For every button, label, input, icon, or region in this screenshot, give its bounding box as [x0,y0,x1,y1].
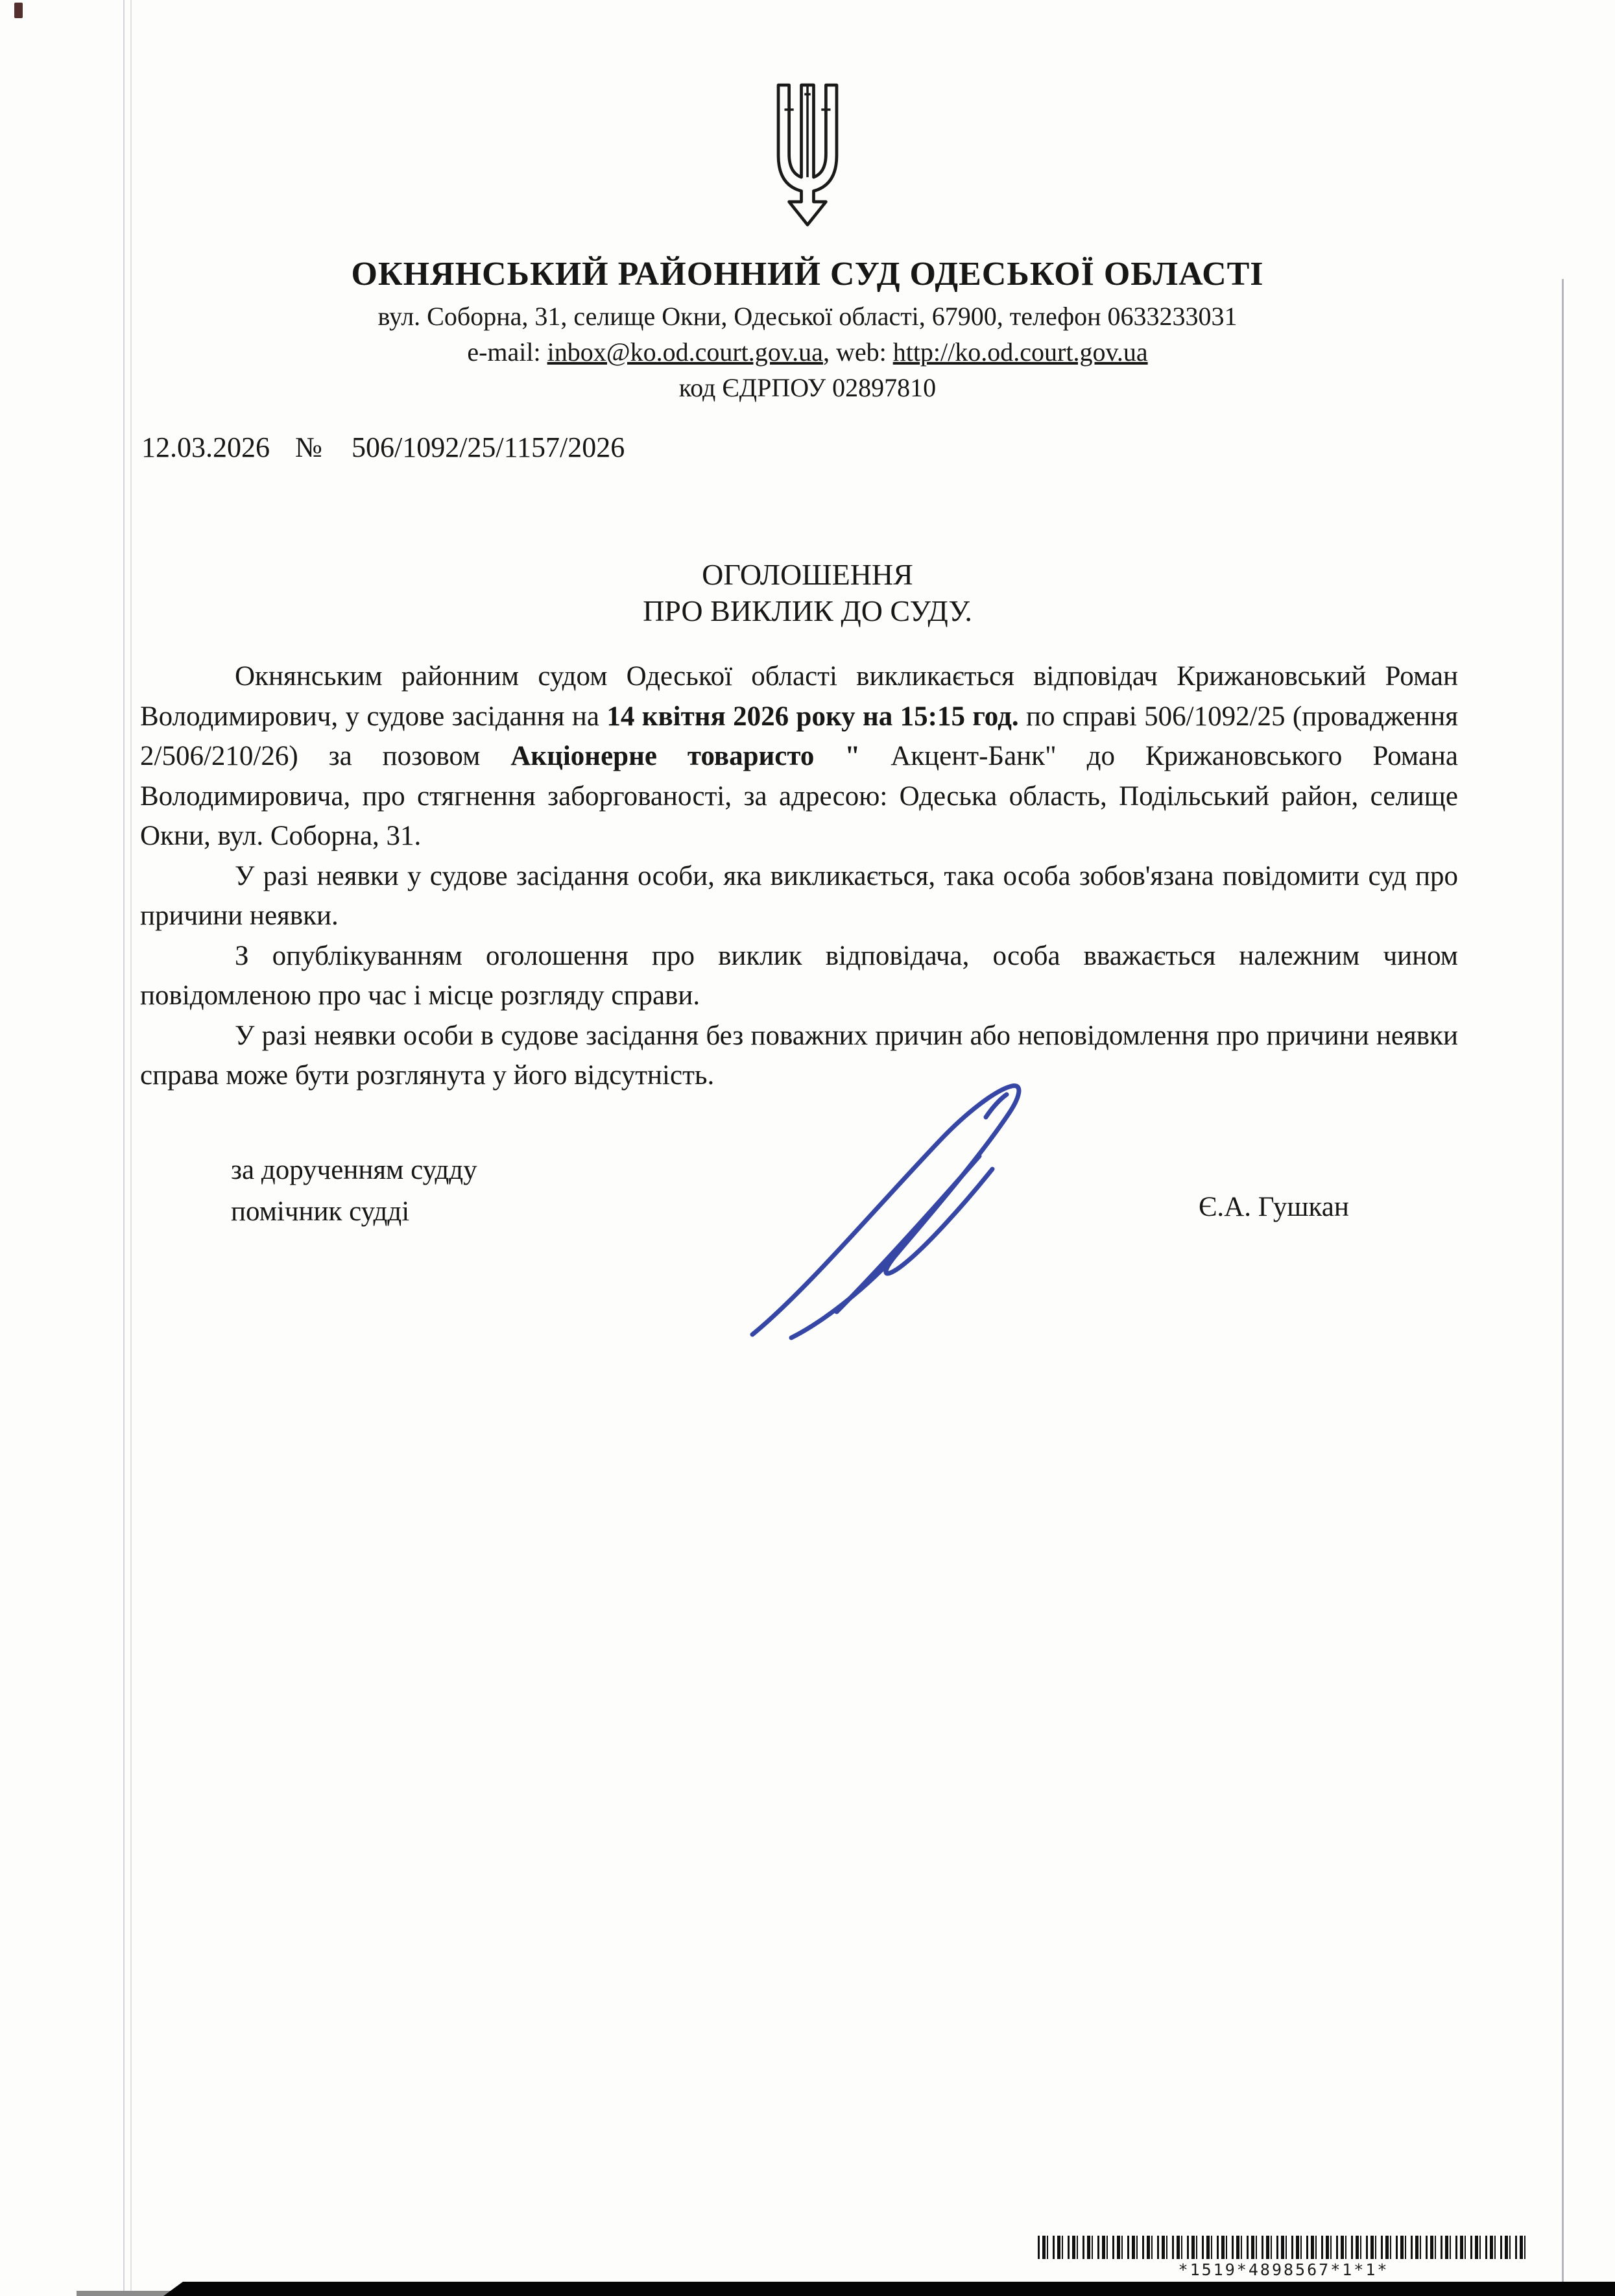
email-link: inbox@ko.od.court.gov.ua [547,337,823,367]
document-header [0,77,1615,403]
plaintiff-name: Акціонерне товаристо " [510,741,861,771]
number-sign: № [295,431,322,463]
document-body [140,657,1458,1096]
paragraph-summons [140,657,1458,856]
email-label: e-mail: [467,337,547,367]
court-contacts [0,337,1615,367]
hearing-datetime: 14 квітня 2026 року на 15:15 год. [606,701,1019,732]
title-line-1: ОГОЛОШЕННЯ [702,558,913,591]
scan-artifact-bottom-thin [77,2291,174,2296]
document-meta-line [141,431,625,464]
handwritten-signature [707,1078,1070,1351]
barcode-text: *1519*4898567*1*1* [1178,2260,1389,2279]
court-name: ОКНЯНСЬКИЙ РАЙОННИЙ СУД ОДЕСЬКОЇ ОБЛАСТІ [351,256,1264,293]
signature-role-block [231,1150,477,1233]
barcode-block [1038,2236,1529,2279]
web-link: http://ko.od.court.gov.ua [892,337,1148,367]
signature-role-line-2: помічник судді [231,1196,410,1227]
scan-artifact-corner-mark [14,3,23,18]
scan-artifact-bottom-edge [163,2282,1615,2296]
barcode [1038,2236,1529,2259]
paragraph-summons-text: Окнянським районним судом Одеської області викликається відповідач Крижановський Роман Володимирович, у судове засідання на [140,661,1458,732]
ukraine-trident-emblem-icon [761,77,854,235]
case-details: Акцент-Банк" до Крижановського Романа Володимировича, про стягнення заборгованості, за адресою: Одеська область, Подільський район, селище Окни, вул. Соборна, 31. [140,741,1458,851]
paragraph-absence-consequence: У разі неявки особи в судове засідання без поважних причин або неповідомлення про причини неявки справа може бути розглянута у його відсутність. [140,1020,1458,1091]
document-number: 506/1092/25/1157/2026 [351,431,625,463]
document-date: 12.03.2026 [141,431,270,463]
signer-name: Є.А. Гушкан [1199,1192,1349,1222]
signature-role-line-1: за дорученням судду [231,1155,477,1185]
paragraph-absence-duty: У разі неявки у судове засідання особи, яка викликається, така особа зобов'язана повідомити суд про причини неявки. [140,860,1458,931]
web-label: , web: [822,337,893,367]
document-title [0,557,1615,629]
case-reference: по справі 506/1092/25 (провадження 2/506/210/26) за позовом [140,701,1458,771]
court-address: вул. Соборна, 31, селище Окни, Одеської області, 67900, телефон 0633233031 [377,302,1238,331]
edrpou-code: код ЄДРПОУ 02897810 [678,373,937,402]
paragraph-publication-notice: З опублікуванням оголошення про виклик відповідача, особа вважається належним чином повідомленою про час і місце розгляду справи. [140,940,1458,1011]
title-line-2: ПРО ВИКЛИК ДО СУДУ. [643,594,972,627]
